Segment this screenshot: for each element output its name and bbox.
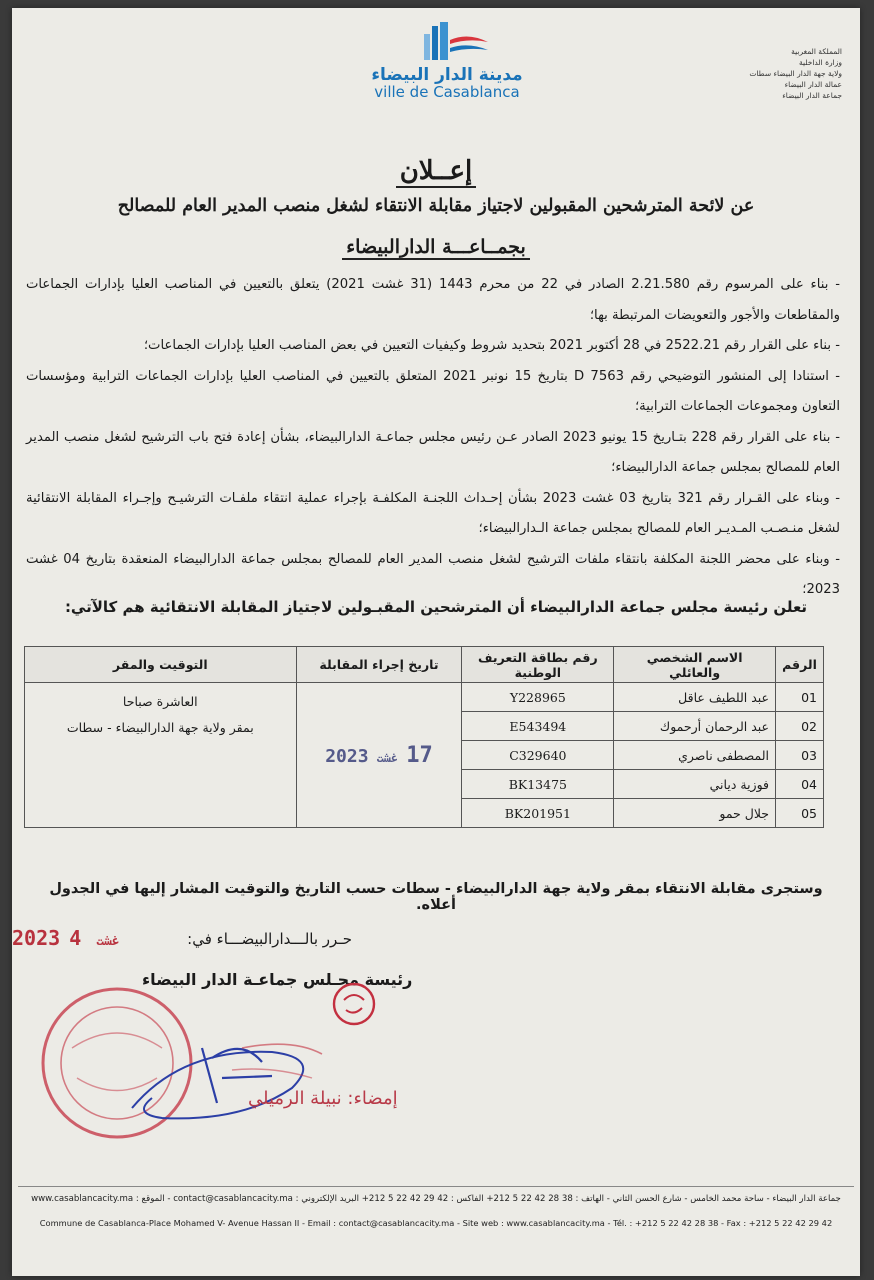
header-name: الاسم الشخصي والعائلي [614,647,776,683]
interview-day: 17 [406,742,433,768]
footer-french: Commune de Casablanca-Place Mohamed V- Avenue Hassan II - Email : contact@casablancacity.ma - Site web : www.casablancacity.ma - Tél. : +212 5 22 42 28 38 - Fax : +212 5 22 42 29 42 [39,1218,833,1228]
admin-header [722,46,842,101]
issue-place-text: حـرر بالـــدارالبيضـــاء في: [187,930,352,948]
row-name: عبد اللطيف عاقل [614,683,776,712]
signature-label: إمضاء: نبيلة الرميلي [248,1088,398,1109]
issue-day: 4 [69,926,82,950]
header-num: الرقم [776,647,824,683]
paragraph: - بناء على المرسوم رقم 2.21.580 الصادر في 22 من محرم 1443 (31 غشت 2021) يتعلق بالتعيين في المناصب العليا بإدارات الجماعات والمقاطعات والأجور والتعويضات المرتبطة بها؛ [26,277,841,323]
small-stamp-icon [330,980,378,1028]
row-num: 05 [776,799,824,828]
row-cin: BK201951 [462,799,614,828]
admin-line: المملكة المغربية [791,47,842,56]
header-time-place: التوقيت والمقر [25,647,297,683]
logo-arabic-text: مدينة الدار البيضاء [371,65,523,85]
interview-time: العاشرة صباحا [122,694,198,709]
logo-french-text: ville de Casablanca [374,83,520,101]
candidates-table [24,646,824,828]
row-num: 04 [776,770,824,799]
announcement-title: إعــلان [12,156,860,186]
admin-line: جماعة الدار البيضاء [782,91,842,100]
row-num: 03 [776,741,824,770]
issue-year: 2023 [12,926,61,950]
legal-references [26,270,840,606]
paragraph: - بناء على القرار رقم 2522.21 في 28 أكتوبر 2021 بتحديد شروط وكيفيات التعيين في بعض المناصب العليا بإدارات الجماعات؛ [143,338,840,353]
paragraph: - وبناء على محضر اللجنة المكلفة بانتقاء ملفات الترشيح لشغل منصب المدير العام للمصالح بمجلس جماعة الدارالبيضاء المنعقدة بتاريخ 04 غشت 2023؛ [26,551,840,597]
president-title: رئيسة مجـلس جماعـة الدار البيضاء [142,970,413,989]
announcement-subtitle: عن لائحة المترشحين المقبولين لاجتياز مقابلة الانتقاء لشغل منصب المدير العام للمصالح [117,196,755,216]
paragraph: - استنادا إلى المنشور التوضيحي رقم D 7563 بتاريخ 15 نونبر 2021 المتعلق بالتعيين في المناصب العليا بإدارات الجماعات الترابية ومؤسسات التعاون ومجموعات الجماعات الترابية؛ [26,368,840,414]
admin-line: ولاية جهة الدار البيضاء سطات [749,69,842,78]
row-name: المصطفى ناصري [614,741,776,770]
row-num: 01 [776,683,824,712]
municipality-title: بجمــاعـــة الدارالبيضاء [12,236,860,258]
admin-line: عمالة الدار البيضاء [784,80,842,89]
city-logo [347,20,547,110]
row-name: جلال حمو [614,799,776,828]
table-row [25,683,824,712]
interview-date-stamp [325,743,433,768]
interview-date-cell [296,683,462,828]
row-cin: Y228965 [462,683,614,712]
announcement-statement: تعلن رئيسة مجلس جماعة الدارالبيضاء أن المترشحين المقبـولين لاجتياز المقابلة الانتقائية هم كالآتي: [64,598,808,616]
header-cin: رقم بطاقة التعريف الوطنية [462,647,614,683]
row-cin: E543494 [462,712,614,741]
casablanca-logo-icon [402,20,492,64]
interview-month: غشت [376,750,399,765]
row-num: 02 [776,712,824,741]
time-place-cell [25,683,297,828]
signature-scribble-icon [122,1018,332,1128]
issue-date-stamp [12,926,126,950]
row-cin: C329640 [462,741,614,770]
header-date: تاريخ إجراء المقابلة [296,647,462,683]
admin-line: وزارة الداخلية [798,58,842,67]
paragraph: - بناء على القرار رقم 228 بتـاريخ 15 يونيو 2023 الصادر عـن رئيس مجلس جماعـة الدارالبيضاء، بشأن إعادة فتح باب الترشيح لشغل منصب المدير العام للمصالح بمجلس جماعة الدارالبيضاء؛ [26,429,840,475]
document-page [12,8,860,1276]
paragraph: - وبناء على القـرار رقم 321 بتاريخ 03 غشت 2023 بشأن إحـداث اللجنـة المكلفـة بإجراء عملية انتقاء ملفـات الترشيـح وإجـراء المقابلة الانتقائية لشغل منـصـب المـديـر العام للمصالح بمجلس جماعة الـدارالبيضاء؛ [26,490,840,536]
interview-year: 2023 [325,745,369,767]
issue-month: غشت [96,934,120,949]
final-note: وستجرى مقابلة الانتقاء بمقر ولاية جهة الدارالبيضاء - سطات حسب التاريخ والتوقيت المشار إليها في الجدول أعلاه. [49,881,823,913]
table-header-row [25,647,824,683]
row-cin: BK13475 [462,770,614,799]
interview-place: بمقر ولاية جهة الدارالبيضاء - سطات [66,720,254,735]
row-name: عبد الرحمان أرحموك [614,712,776,741]
footer-divider [18,1186,854,1187]
footer-arabic: جماعة الدار البيضاء - ساحة محمد الخامس - شارع الحسن الثاني - الهاتف : 38 28 42 22 5 212+ الفاكس : 42 29 42 22 5 212+ البريد الإلكتروني : contact@casablancacity.ma - الموقع : www.casablancacity.ma [31,1194,841,1204]
row-name: فوزية دياني [614,770,776,799]
